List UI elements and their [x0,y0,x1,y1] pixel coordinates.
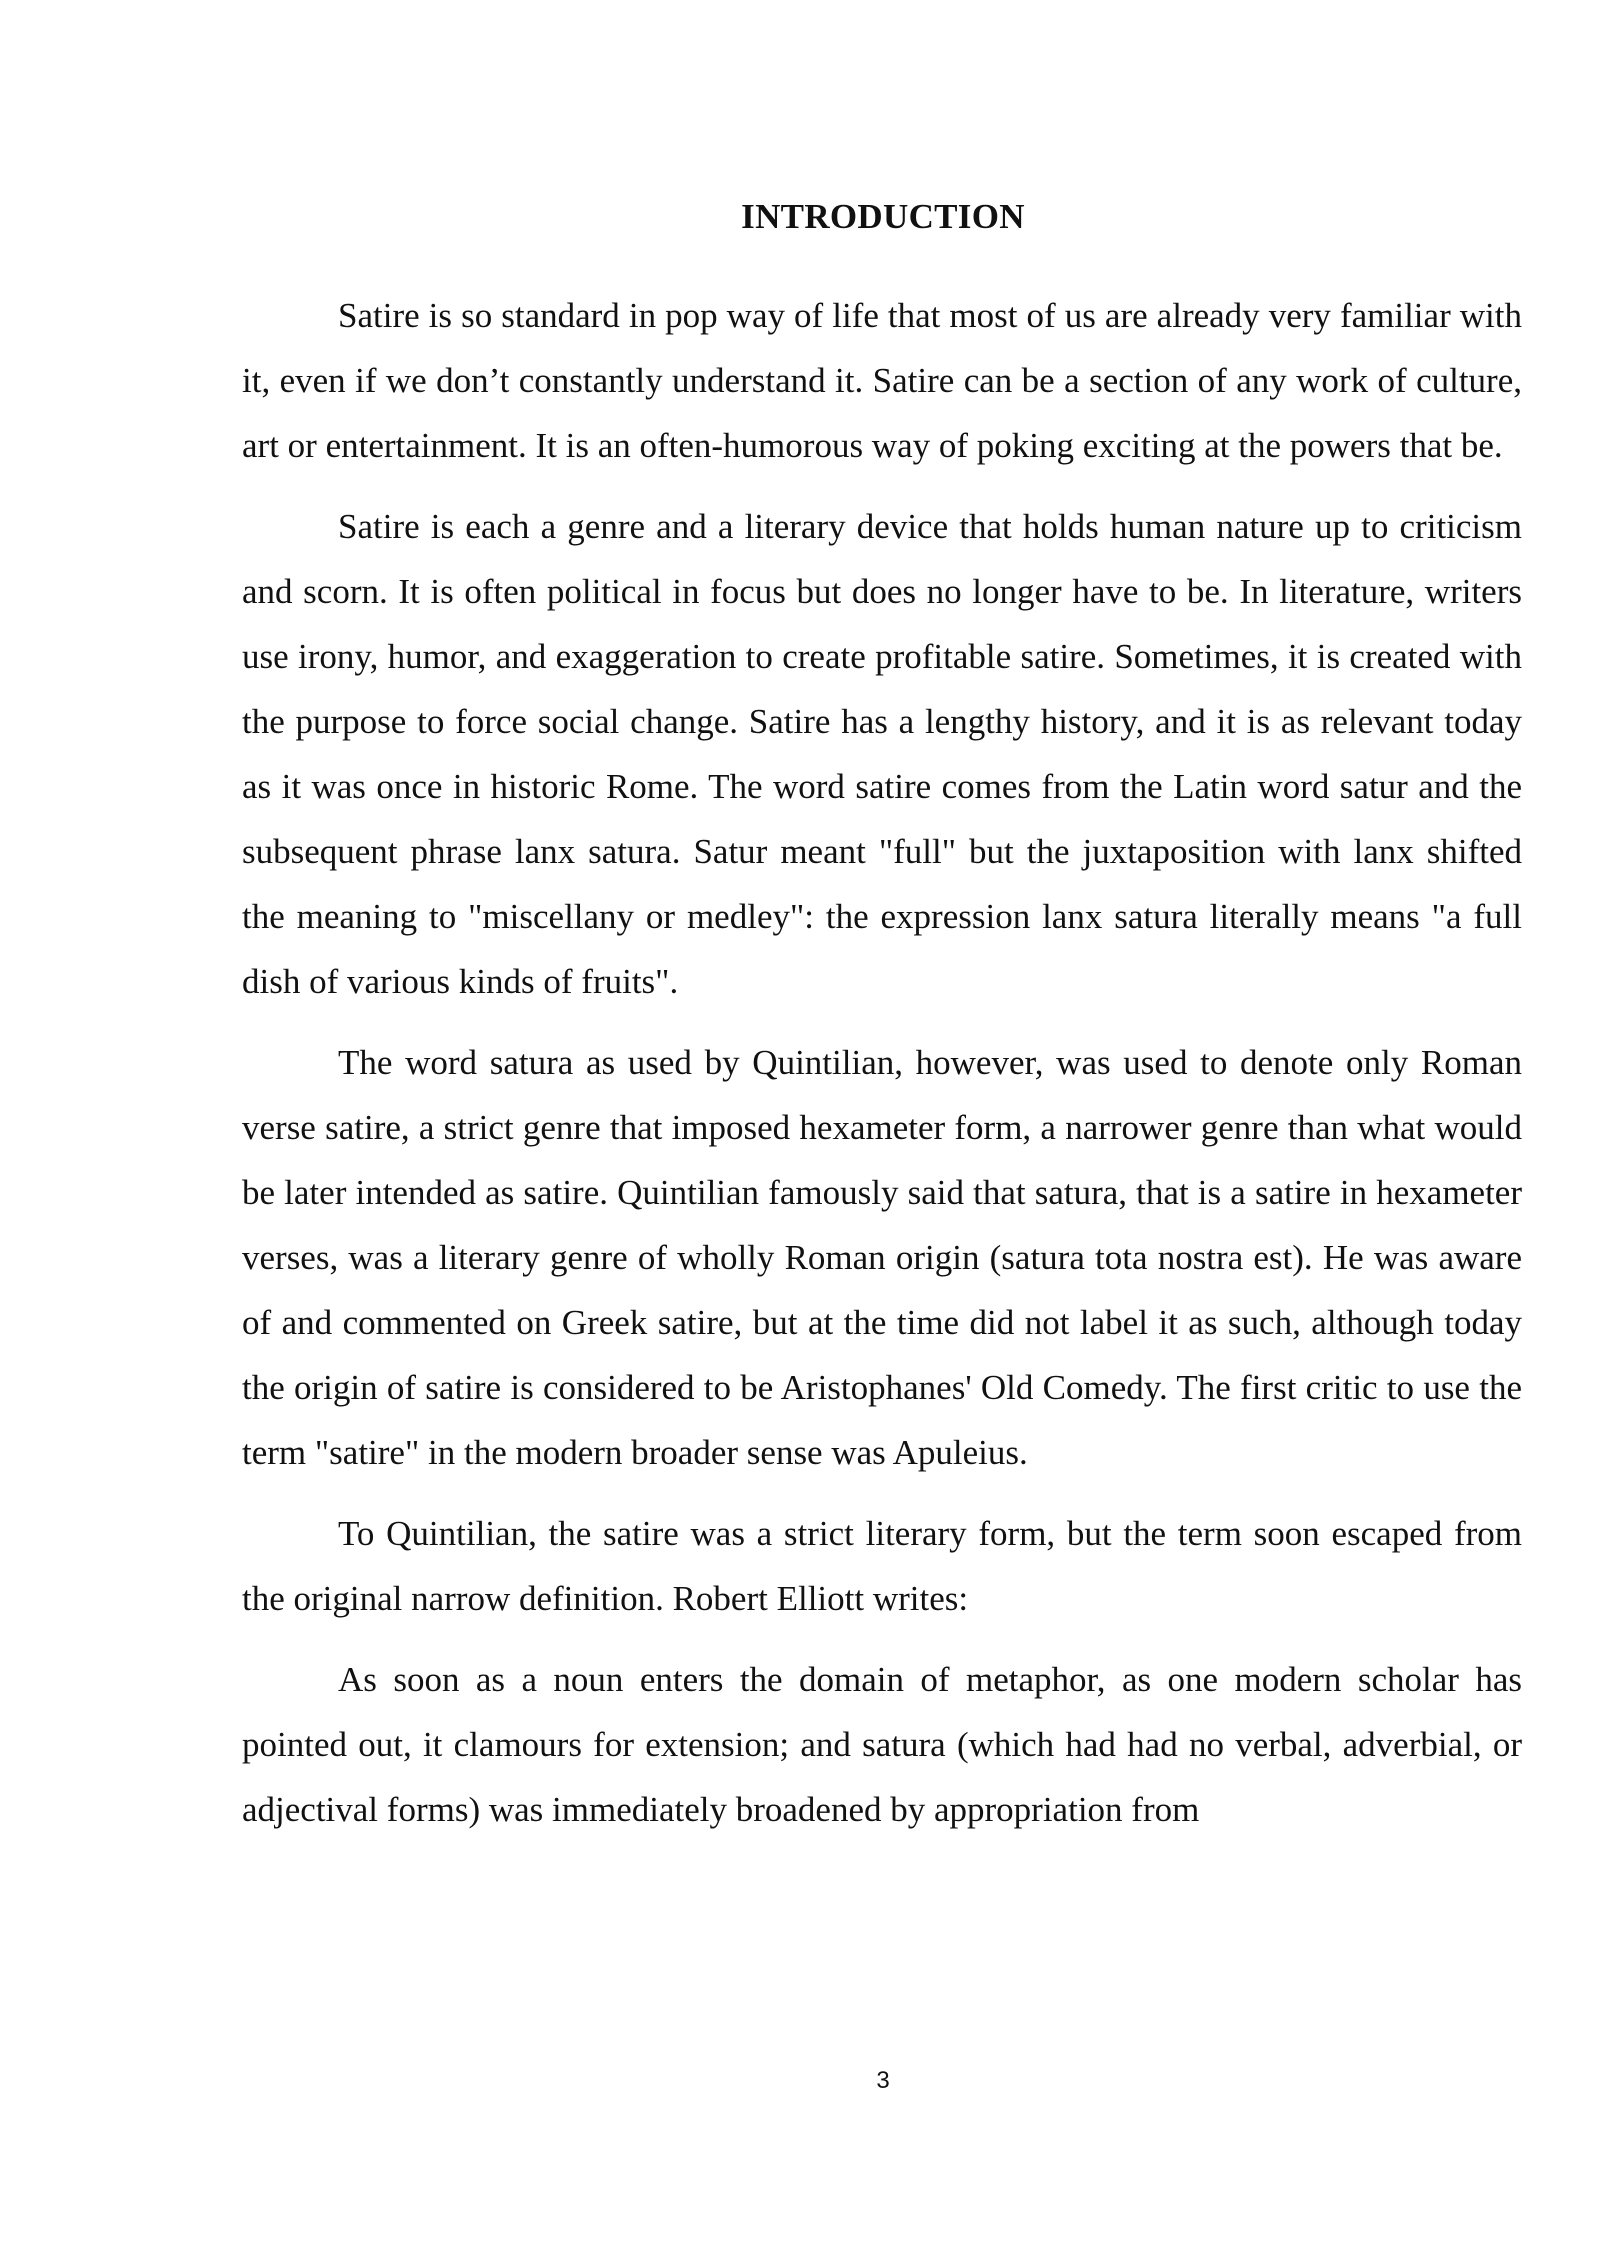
paragraph-4: To Quintilian, the satire was a strict literary form, but the term soon escaped from the original narrow definition. Robert Elliott writes: [242,1514,1522,1618]
page-title: INTRODUCTION [741,197,1025,236]
paragraph-3: The word satura as used by Quintilian, however, was used to denote only Roman verse satire, a strict genre that imposed hexameter form, a narrower genre than what would be later intended as satire. Quintilian famously said that satura, that is a satire in hexameter verses, was a literary genre of wholly Roman origin (satura tota nostra est). He was aware of and commented on Greek satire, but at the time did not label it as such, although today the origin of satire is considered to be Aristophanes' Old Comedy. The first critic to use the term "satire" in the modern broader sense was Apuleius. [242,1043,1522,1472]
paragraph-2: Satire is each a genre and a literary device that holds human nature up to criticism and scorn. It is often political in focus but does no longer have to be. In literature, writers use irony, humor, and exaggeration to create profitable satire. Sometimes, it is created with the purpose to force social change. Satire has a lengthy history, and it is as relevant today as it was once in historic Rome. The word satire comes from the Latin word satur and the subsequent phrase lanx satura. Satur meant "full" but the juxtaposition with lanx shifted the meaning to "miscellany or medley": the expression lanx satura literally means "a full dish of various kinds of fruits". [242,507,1522,1001]
body-text [242,283,1522,1858]
paragraph-1: Satire is so standard in pop way of life that most of us are already very familiar with it, even if we don’t constantly understand it. Satire can be a section of any work of culture, art or entertainment. It is an often-humorous way of poking exciting at the powers that be. [242,296,1522,465]
page-number: 3 [876,2067,890,2094]
paragraph-5: As soon as a noun enters the domain of metaphor, as one modern scholar has pointed out, it clamours for extension; and satura (which had had no verbal, adverbial, or adjectival forms) was immediately broadened by appropriation from [242,1660,1522,1829]
